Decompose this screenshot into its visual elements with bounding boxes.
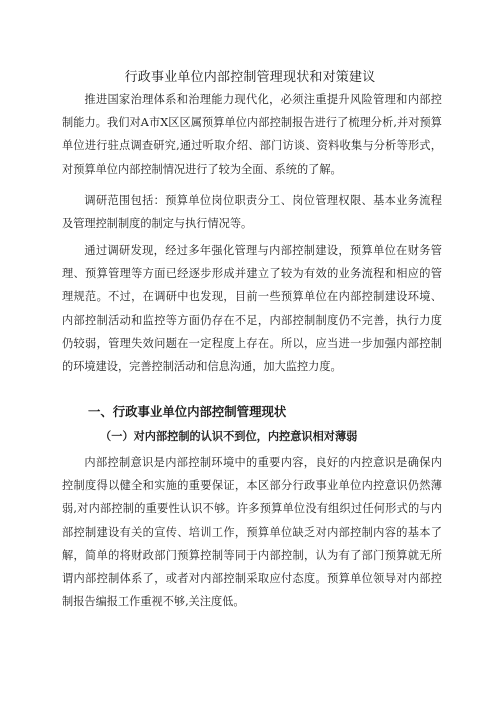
- intro-paragraph: 推进国家治理体系和治理能力现代化，必须注重提升风险管理和内部控制能力。我们对A市X区区属预算单位内部控制报告进行了梳理分析,并对预算单位进行驻点调查研究,通过听取介绍、部门访谈、资料收集与分析等形式，对预算单位内部控制情况进行了较为全面、系统的了解。: [62, 93, 442, 176]
- section-heading: 一、行政事业单位内部控制管理现状: [88, 404, 287, 419]
- scope-paragraph: 调研范围包括：预算单位岗位职责分工、岗位管理权限、基本业务流程及管理控制制度的制定与执行情况等。: [62, 194, 442, 231]
- document-title: 行政事业单位内部控制管理现状和对策建议: [124, 70, 376, 85]
- sub-heading: （一）对内部控制的认识不到位，内控意识相对薄弱: [100, 429, 358, 443]
- section-paragraph: 内部控制意识是内部控制环境中的重要内容，良好的内控意识是确保内控制度得以健全和实施的重要保证，本区部分行政事业单位内控意识仍然薄弱,对内部控制的重要性认识不够。许多预算单位没有组织过任何形式的与内部控制建设有关的宣传、培训工作，预算单位缺乏对内部控制内容的基本了解，简单的将财政部门预算控制等同于内部控制，认为有了部门预算就无所谓内部控制体系了，或者对内部控制采取应付态度。预算单位领导对内部控制报告编报工作重视不够,关注度低。: [62, 456, 442, 609]
- findings-paragraph: 通过调研发现，经过多年强化管理与内部控制建设，预算单位在财务管理、预算管理等方面已经逐步形成并建立了较为有效的业务流程和相应的管理规范。不过，在调研中也发现，目前一些预算单位在内部控制建设环境、内部控制活动和监控等方面仍存在不足，内部控制制度仍不完善，执行力度仍较弱，管理失效问题在一定程度上存在。所以，应当进一步加强内部控制的环境建设，完善控制活动和信息沟通，加大监控力度。: [62, 244, 442, 374]
